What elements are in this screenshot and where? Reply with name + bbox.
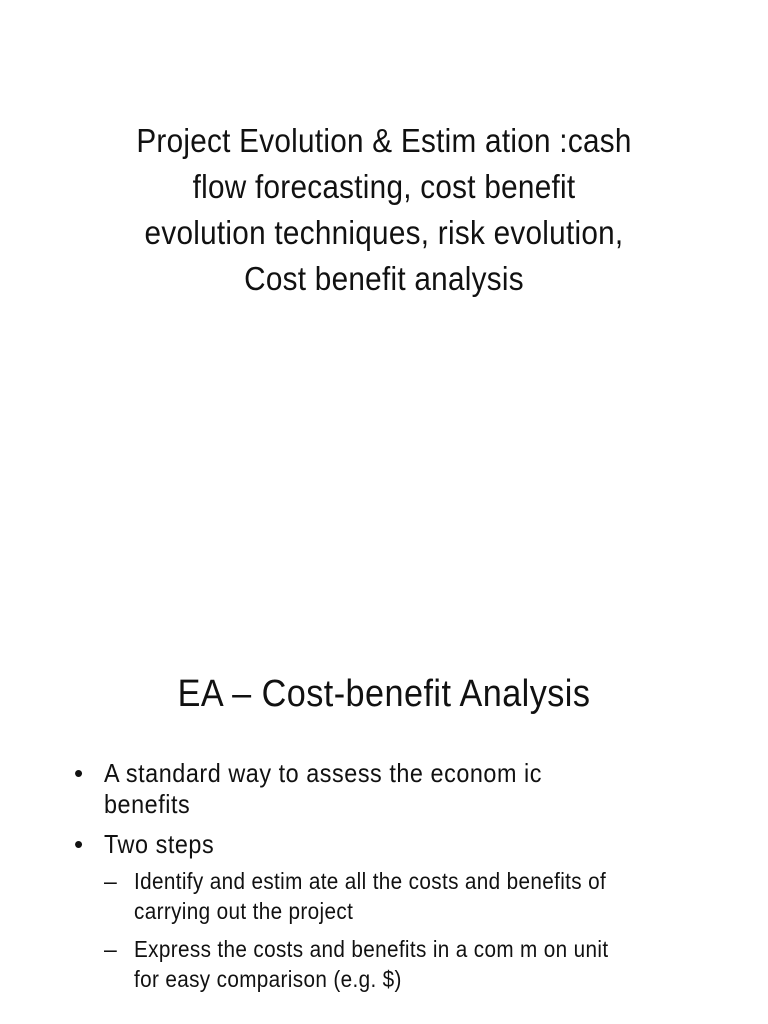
bullet-marker: • [74, 829, 84, 859]
bullet-text: A standard way to assess the econom ic benefits [104, 758, 543, 819]
slide-1-title-line: evolution techniques, risk evolution, [144, 214, 624, 251]
sub-bullet-marker: – [104, 936, 118, 962]
bullet-text: Two steps [104, 829, 215, 859]
bullet-item [72, 829, 712, 994]
slide-2 [0, 512, 768, 1024]
sub-bullet-text: Express the costs and benefits in a com m on unit for easy comparison (e.g. $) [134, 936, 609, 992]
slide-2-title: EA – Cost-benefit Analysis [177, 673, 591, 715]
sub-bullet-item [104, 866, 712, 926]
slide-1-title-line: flow forecasting, cost benefit [192, 168, 576, 205]
sub-bullet-list [104, 866, 712, 994]
slide-1-title-line: Project Evolution & Estim ation :cash [136, 122, 632, 159]
bullet-item [72, 758, 712, 820]
slide-1-title [92, 118, 675, 302]
sub-bullet-marker: – [104, 868, 118, 894]
bullet-list [72, 758, 712, 1003]
sub-bullet-item [104, 934, 712, 994]
slide-1-title-line: Cost benefit analysis [244, 260, 524, 297]
sub-bullet-text: Identify and estim ate all the costs and benefits of carrying out the project [134, 868, 607, 924]
bullet-marker: • [74, 758, 84, 788]
